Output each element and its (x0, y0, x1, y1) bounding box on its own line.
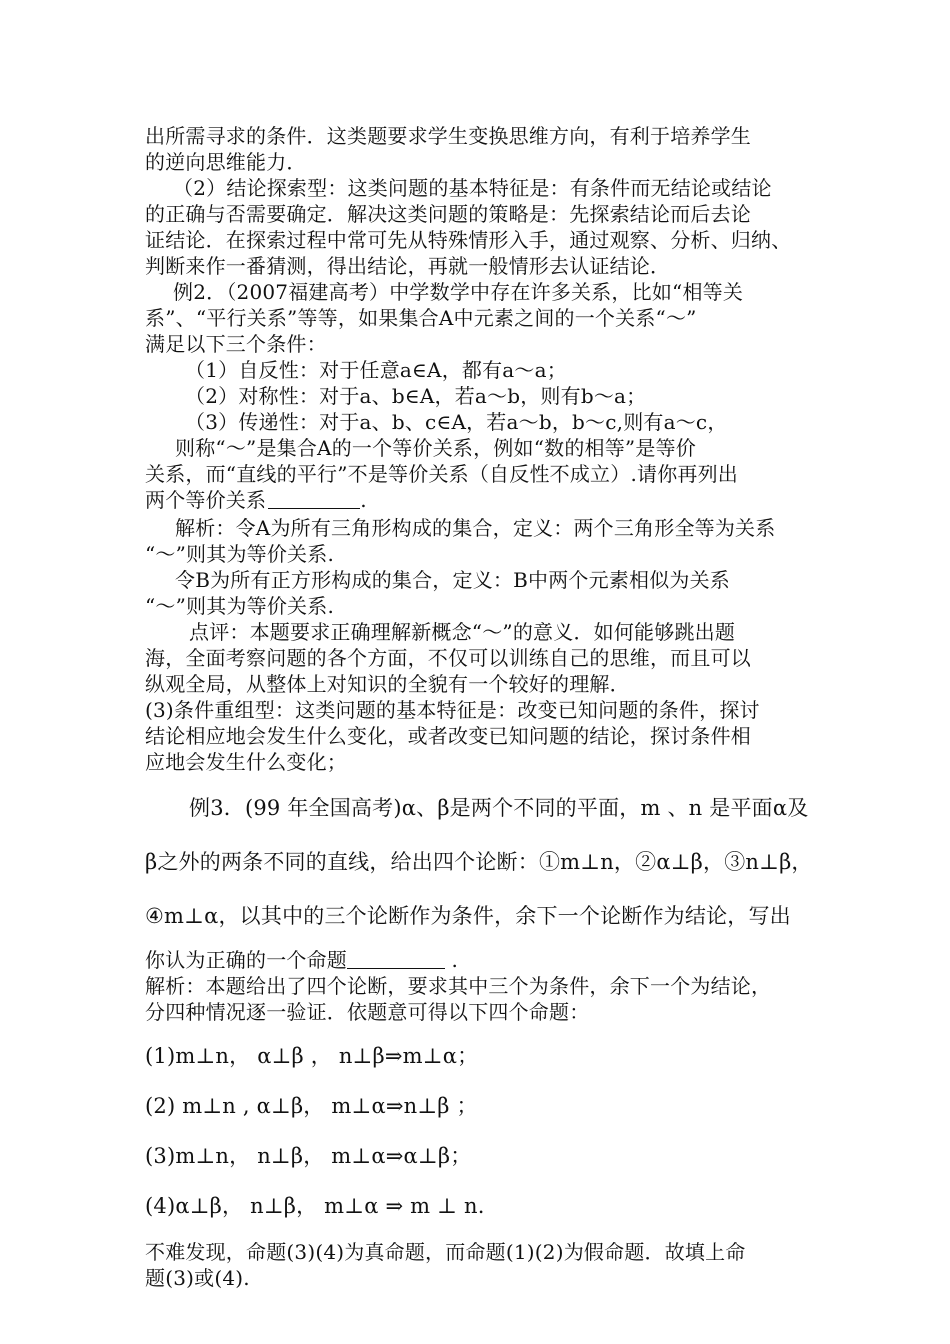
text-line: (4)α⊥β， n⊥β， m⊥α ⇒ m ⊥ n. (145, 1194, 485, 1218)
text-line: (1)m⊥n， α⊥β ， n⊥β⇒m⊥α； (145, 1044, 479, 1068)
text-line: 分四种情况逐一验证．依题意可得以下四个命题： (145, 1000, 590, 1024)
text-line: 海，全面考察问题的各个方面，不仅可以训练自己的思维，而且可以 (145, 646, 751, 670)
text-line: 纵观全局，从整体上对知识的全貌有一个较好的理解． (145, 672, 630, 696)
text-line: 例3．(99 年全国高考)α、β是两个不同的平面，m 、n 是平面α及 (189, 796, 809, 820)
text-line (145, 488, 367, 512)
text-line: 应地会发生什么变化； (145, 750, 347, 774)
text-line: ④m⊥α，以其中的三个论断作为条件，余下一个论断作为结论，写出 (145, 904, 791, 928)
text-line: 则称“～”是集合A的一个等价关系，例如“数的相等”是等价 (175, 436, 696, 460)
text-line: 满足以下三个条件： (145, 332, 327, 356)
text-span: . (445, 948, 459, 972)
answer-blank (347, 950, 445, 969)
text-line: “～”则其为等价关系. (145, 542, 335, 566)
text-line: 出所需寻求的条件．这类题要求学生变换思维方向，有利于培养学生 (145, 124, 751, 148)
text-line: （3）传递性：对于a、b、c∈A，若a～b，b～c,则有a～c， (185, 410, 728, 434)
text-line: 解析：令A为所有三角形构成的集合，定义：两个三角形全等为关系 (175, 516, 776, 540)
text-line: 题(3)或(4). (145, 1266, 250, 1290)
text-line: 解析：本题给出了四个论断，要求其中三个为条件，余下一个为结论， (145, 974, 772, 998)
text-span: 你认为正确的一个命题 (145, 948, 347, 972)
text-line: 判断来作一番猜测，得出结论，再就一般情形去认证结论． (145, 254, 671, 278)
text-line: 令B为所有正方形构成的集合，定义：B中两个元素相似为关系 (175, 568, 730, 592)
text-line: （2）对称性：对于a、b∈A，若a～b，则有b～a； (185, 384, 647, 408)
text-line: （2）结论探索型：这类问题的基本特征是：有条件而无结论或结论 (173, 176, 772, 200)
text-line: 证结论．在探索过程中常可先从特殊情形入手，通过观察、分析、归纳、 (145, 228, 792, 252)
text-line (145, 948, 458, 972)
text-line: （1）自反性：对于任意a∈A，都有a～a； (185, 358, 567, 382)
text-line: (3)m⊥n， n⊥β， m⊥α⇒α⊥β； (145, 1144, 472, 1168)
text-line: 例2．（2007福建高考）中学数学中存在许多关系，比如“相等关 (173, 280, 744, 304)
text-line: (3)条件重组型：这类问题的基本特征是：改变已知问题的条件，探讨 (145, 698, 760, 722)
text-line: 系”、“平行关系”等等，如果集合A中元素之间的一个关系“～” (145, 306, 697, 330)
text-span: 两个等价关系 (145, 488, 267, 512)
text-line: “～”则其为等价关系. (145, 594, 335, 618)
text-line: 的正确与否需要确定．解决这类问题的策略是：先探索结论而后去论 (145, 202, 751, 226)
text-line: (2) m⊥n , α⊥β， m⊥α⇒n⊥β ； (145, 1094, 478, 1118)
text-span: . (360, 488, 367, 512)
answer-blank (268, 490, 360, 509)
text-line: 点评：本题要求正确理解新概念“～”的意义．如何能够跳出题 (189, 620, 736, 644)
text-line: 不难发现，命题(3)(4)为真命题，而命题(1)(2)为假命题．故填上命 (145, 1240, 746, 1264)
text-line: 关系，而“直线的平行”不是等价关系（自反性不成立）.请你再列出 (145, 462, 739, 486)
text-line: 的逆向思维能力． (145, 150, 307, 174)
text-line: β之外的两条不同的直线，给出四个论断：①m⊥n，②α⊥β，③n⊥β， (145, 850, 813, 874)
text-line: 结论相应地会发生什么变化，或者改变已知问题的结论，探讨条件相 (145, 724, 751, 748)
